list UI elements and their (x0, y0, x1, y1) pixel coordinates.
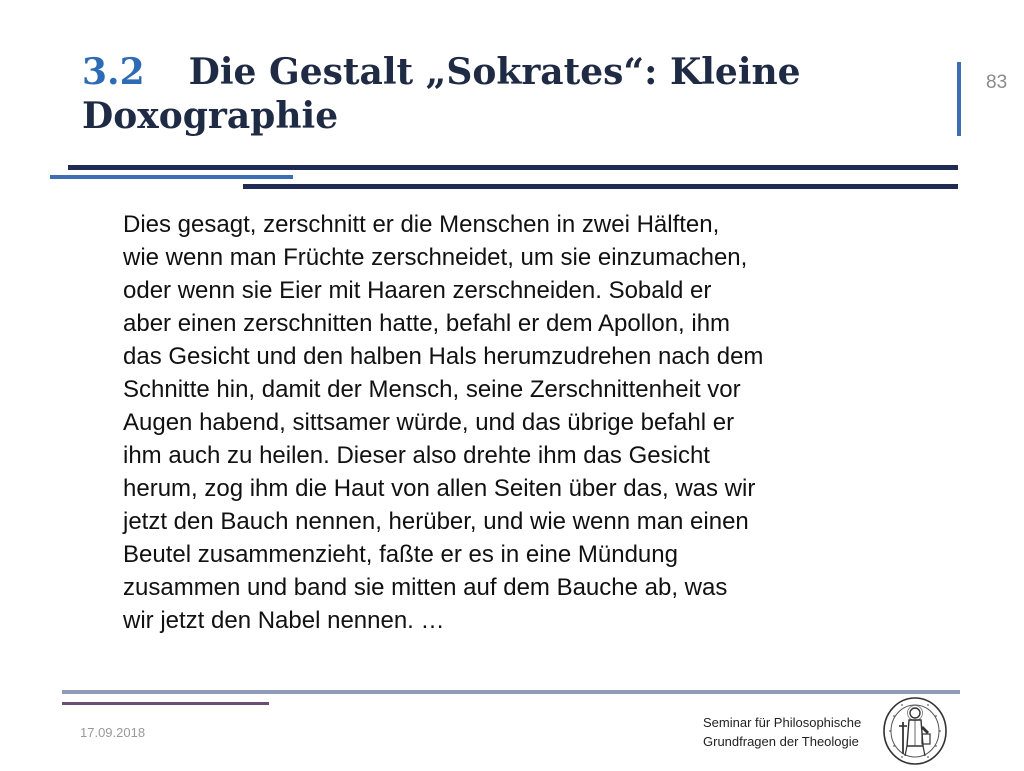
footer-rule (62, 690, 960, 694)
title-rule-bottom (243, 184, 958, 189)
quote-line: Augen habend, sittsamer würde, und das übrige befahl er (123, 409, 735, 436)
page-number-divider (957, 62, 961, 136)
university-seal-icon (882, 696, 948, 766)
quote-line: Dies gesagt, zerschnitt er die Menschen in zwei Hälften, (123, 211, 720, 238)
quote-line: wir jetzt den Nabel nennen. … (123, 607, 445, 634)
quote-line: oder wenn sie Eier mit Haaren zerschneiden. Sobald er (123, 277, 712, 304)
quote-line: das Gesicht und den halben Hals herumzudrehen nach dem (123, 343, 764, 370)
quote-line: Schnitte hin, damit der Mensch, seine Zerschnittenheit vor (123, 376, 741, 403)
quote-line: ihm auch zu heilen. Dieser also drehte ihm das Gesicht (123, 442, 710, 469)
title-line-2: Doxographie (82, 95, 339, 137)
quote-line: Beutel zusammenzieht, faßte er es in eine Mündung (123, 541, 678, 568)
seminar-name-line-1: Seminar für Philosophische (703, 715, 862, 730)
quote-line: aber einen zerschnitten hatte, befahl er dem Apollon, ihm (123, 310, 731, 337)
quote-line: wie wenn man Früchte zerschneidet, um sie einzumachen, (123, 244, 748, 271)
quote-line: zusammen und band sie mitten auf dem Bauche ab, was (123, 574, 728, 601)
page-number: 83 (986, 72, 1008, 93)
title-rule-accent (50, 175, 293, 179)
quote-line: herum, zog ihm die Haut von allen Seiten über das, was wir (123, 475, 756, 502)
slide-date: 17.09.2018 (80, 725, 146, 740)
quote-line: jetzt den Bauch nennen, herüber, und wie wenn man einen (123, 508, 749, 535)
title-number: 3.2 (82, 51, 145, 93)
slide-title (82, 50, 942, 138)
seminar-name (703, 713, 883, 751)
footer-accent-rule (62, 702, 269, 705)
title-line-1: Die Gestalt „Sokrates“: Kleine (188, 51, 801, 93)
quote-body (123, 208, 973, 637)
seminar-name-line-2: Grundfragen der Theologie (703, 734, 859, 749)
title-rule-top (68, 165, 958, 170)
